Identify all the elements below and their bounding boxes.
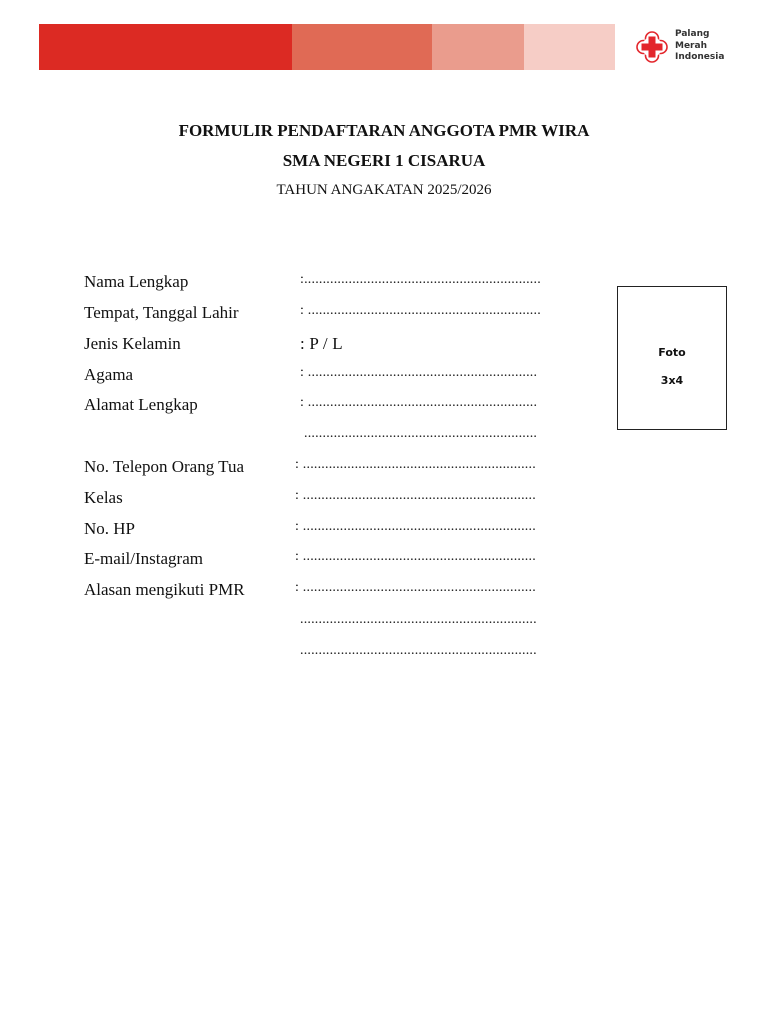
field-blank[interactable]: : ............................................................... <box>295 519 536 534</box>
red-cross-flower-icon <box>635 30 669 64</box>
field-blank[interactable]: : ............................................................... <box>295 488 536 503</box>
field-label: Nama Lengkap <box>84 272 189 291</box>
header-band-1 <box>39 24 292 70</box>
photo-label: Foto <box>658 346 686 359</box>
field-telepon-orang-tua <box>0 457 768 481</box>
photo-box <box>617 286 727 430</box>
field-label: Jenis Kelamin <box>84 334 181 353</box>
photo-size: 3x4 <box>660 374 684 387</box>
field-email-instagram <box>0 549 768 573</box>
logo-line-3: Indonesia <box>675 52 725 62</box>
field-label: Tempat, Tanggal Lahir <box>84 303 239 322</box>
logo-line-1: Palang <box>675 29 710 39</box>
form-title: FORMULIR PENDAFTARAN ANGGOTA PMR WIRA <box>178 121 590 140</box>
field-label: No. Telepon Orang Tua <box>84 457 244 476</box>
field-blank[interactable]: :................................................................ <box>300 272 541 287</box>
field-alasan-continuation-2 <box>0 643 768 667</box>
header-band-2 <box>292 24 432 70</box>
field-blank[interactable]: ................................................................ <box>300 612 537 627</box>
academic-year: TAHUN ANGAKATAN 2025/2026 <box>276 182 492 198</box>
field-blank[interactable]: ............................................................... <box>304 426 538 441</box>
field-blank[interactable]: : ............................................................... <box>295 457 536 472</box>
gender-options[interactable]: : P / L <box>300 334 343 353</box>
field-blank[interactable]: ................................................................ <box>300 643 537 658</box>
field-blank[interactable]: : .............................................................. <box>300 365 538 380</box>
field-label: Kelas <box>84 488 123 507</box>
field-kelas <box>0 488 768 512</box>
field-blank[interactable]: : ............................................................... <box>295 580 536 595</box>
field-label: Agama <box>84 365 134 384</box>
logo-text <box>675 29 724 64</box>
field-blank[interactable]: : ............................................................... <box>295 549 536 564</box>
header-band-3 <box>432 24 524 70</box>
field-no-hp <box>0 519 768 543</box>
field-alasan-pmr <box>0 580 768 604</box>
field-label: No. HP <box>84 519 136 538</box>
field-label: Alasan mengikuti PMR <box>84 580 245 599</box>
pmi-logo <box>635 29 735 65</box>
field-label: Alamat Lengkap <box>84 395 198 414</box>
field-blank[interactable]: : ............................................................... <box>300 303 541 318</box>
logo-line-2: Merah <box>675 40 707 51</box>
school-name: SMA NEGERI 1 CISARUA <box>282 151 486 170</box>
header-band-4 <box>524 24 615 70</box>
field-alasan-continuation-1 <box>0 612 768 636</box>
field-blank[interactable]: : .............................................................. <box>300 395 538 410</box>
field-label: E-mail/Instagram <box>84 549 203 568</box>
